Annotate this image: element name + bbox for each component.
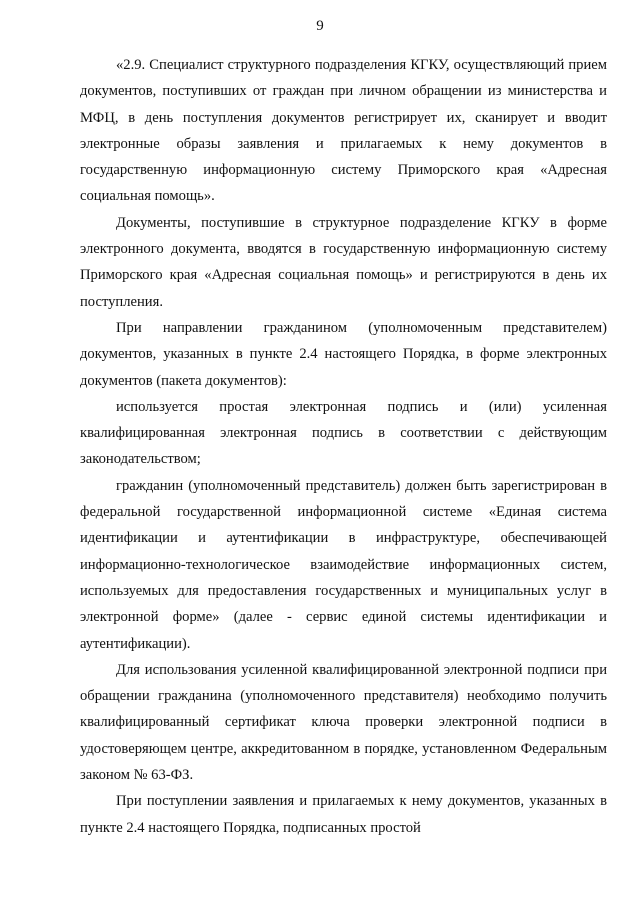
page-number: 9: [316, 18, 324, 34]
paragraph-submission-rules: При направлении гражданином (уполномоченным представителем) документов, указанных в пункте 2.4 настоящего Порядка, в форме электронных документов (пакета документов):: [80, 319, 607, 389]
paragraph-registration: гражданин (уполномоченный представитель) должен быть зарегистрирован в федеральной государственной информационной системе «Единая система идентификации и аутентификации в инфраструктуре, обеспечивающей информационно-технологическое взаимодействие информационных систем, используемых для предоставления государственных и муниципальных услуг в электронной форме» (далее - сервис единой системы идентификации и аутентификации).: [80, 477, 607, 652]
paragraph-signature: используется простая электронная подпись и (или) усиленная квалифицированная электронная подпись в соответствии с действующим законодательством;: [80, 398, 607, 468]
paragraph-electronic-documents: Документы, поступившие в структурное подразделение КГКУ в форме электронного документа, вводятся в государственную информационную систему Приморского края «Адресная социальная помощь» и регистрируются в день их поступления.: [80, 214, 607, 310]
paragraph-qualified-certificate: Для использования усиленной квалифицированной электронной подписи при обращении гражданина (уполномоченного представителя) необходимо получить квалифицированный сертификат ключа проверки электронной подписи в удостоверяющем центре, аккредитованном в порядке, установленном Федеральным законом № 63-ФЗ.: [80, 661, 607, 784]
document-body: [80, 52, 607, 841]
paragraph-receipt: При поступлении заявления и прилагаемых к нему документов, указанных в пункте 2.4 настоящего Порядка, подписанных простой: [80, 793, 607, 836]
paragraph-2-9: «2.9. Специалист структурного подразделения КГКУ, осуществляющий прием документов, поступивших от граждан при личном обращении из министерства и МФЦ, в день поступления документов регистрирует их, сканирует и вводит электронные образы заявления и прилагаемых к нему документов в государственную информационную систему Приморского края «Адресная социальная помощь».: [80, 57, 607, 205]
